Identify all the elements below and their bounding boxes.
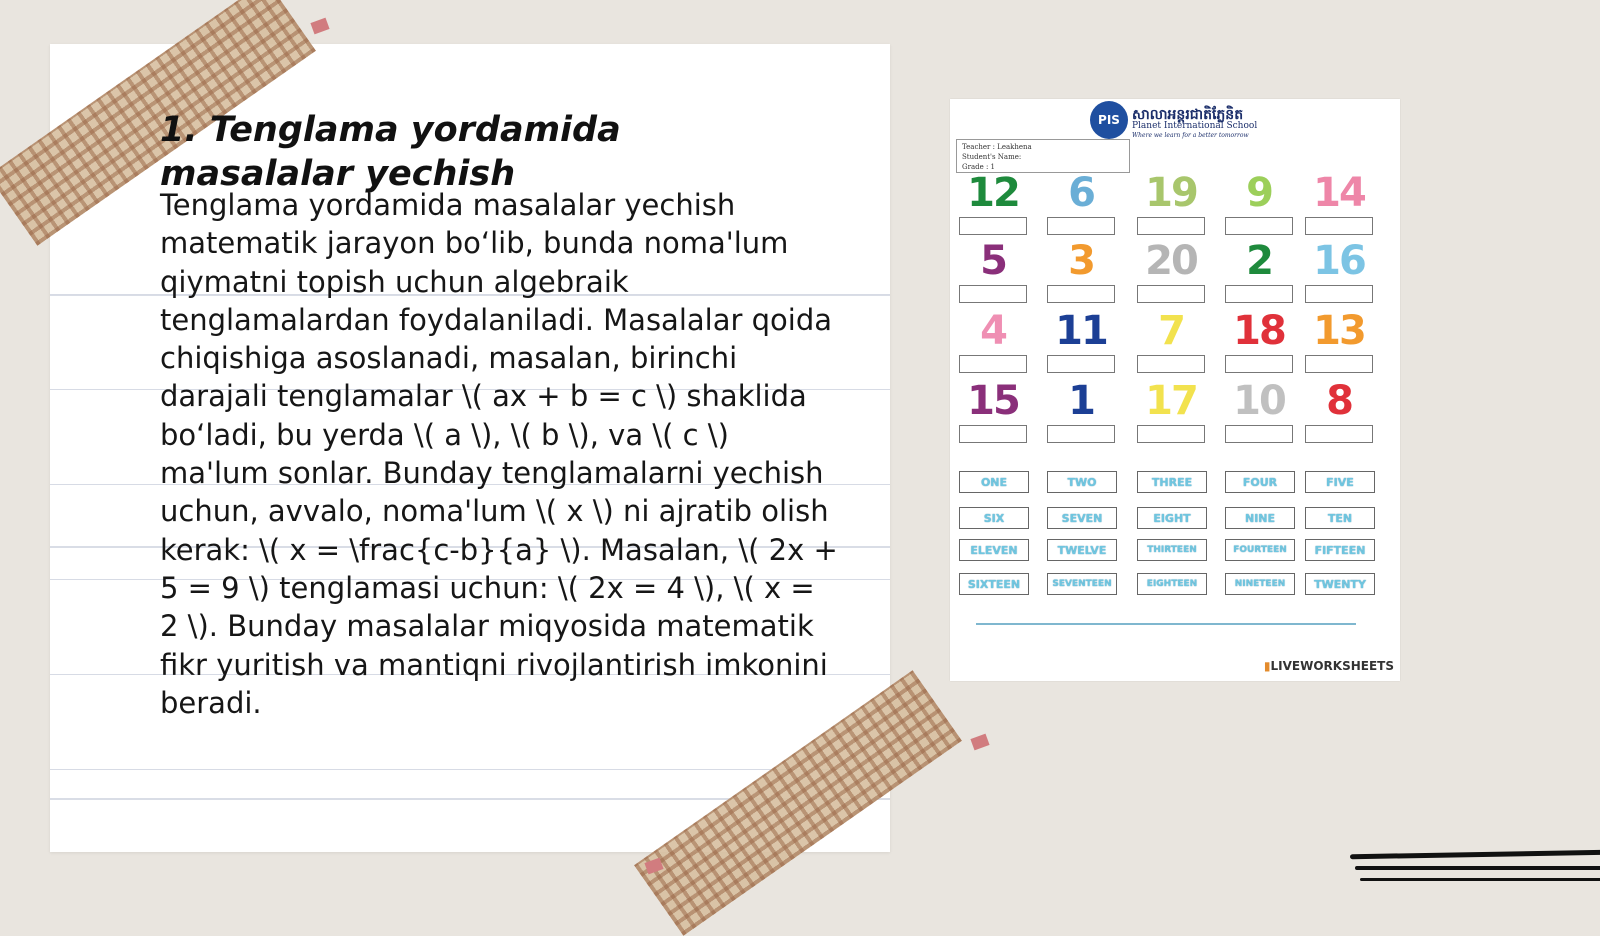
number-word-card[interactable]: THREE xyxy=(1137,471,1207,493)
answer-box[interactable] xyxy=(1305,285,1373,303)
worksheet-number: 14 xyxy=(1313,170,1365,216)
worksheet-number: 12 xyxy=(967,170,1019,216)
grade-line: Grade : 1 xyxy=(962,163,995,171)
number-word-card[interactable]: THIRTEEN xyxy=(1137,539,1207,561)
number-word-card[interactable]: FIFTEEN xyxy=(1305,539,1375,561)
answer-box[interactable] xyxy=(1225,285,1293,303)
worksheet-number: 19 xyxy=(1145,170,1197,216)
liveworksheets-brand xyxy=(1264,659,1394,673)
number-word-card[interactable]: SIXTEEN xyxy=(959,573,1029,595)
brand-mark-icon: ▮ xyxy=(1263,659,1271,673)
number-word-card[interactable]: FOURTEEN xyxy=(1225,539,1295,561)
answer-box[interactable] xyxy=(1225,355,1293,373)
worksheet-number: 1 xyxy=(1068,378,1094,424)
worksheet-number: 2 xyxy=(1246,238,1272,284)
worksheet-number: 7 xyxy=(1158,308,1184,354)
worksheet-number: 15 xyxy=(967,378,1019,424)
number-word-card[interactable]: FIVE xyxy=(1305,471,1375,493)
slide-title: 1. Tenglama yordamida masalalar yechish xyxy=(160,110,621,194)
worksheet-number: 4 xyxy=(980,308,1006,354)
number-word-card[interactable]: TWO xyxy=(1047,471,1117,493)
answer-box[interactable] xyxy=(959,217,1027,235)
answer-box[interactable] xyxy=(1047,355,1115,373)
worksheet-number: 6 xyxy=(1068,170,1094,216)
answer-box[interactable] xyxy=(959,425,1027,443)
brush-stroke xyxy=(1360,878,1600,881)
worksheet-number: 17 xyxy=(1145,378,1197,424)
worksheet-number: 13 xyxy=(1313,308,1365,354)
answer-box[interactable] xyxy=(1137,217,1205,235)
worksheet-rule xyxy=(976,623,1356,625)
answer-box[interactable] xyxy=(1305,355,1373,373)
paper-rule xyxy=(50,769,890,770)
worksheet-number: 5 xyxy=(980,238,1006,284)
teacher-line: Teacher : Leakhena xyxy=(962,143,1032,151)
number-word-card[interactable]: EIGHT xyxy=(1137,507,1207,529)
number-word-card[interactable]: SEVEN xyxy=(1047,507,1117,529)
number-word-card[interactable]: FOUR xyxy=(1225,471,1295,493)
answer-box[interactable] xyxy=(1137,355,1205,373)
school-name-khmer: សាលាអន្តរជាតិភ្លែនិត xyxy=(1132,107,1244,123)
number-word-card[interactable]: TWELVE xyxy=(1047,539,1117,561)
worksheet-number: 11 xyxy=(1055,308,1107,354)
slide-body-text: Tenglama yordamida masalalar yechish matematik jarayon bo‘lib, bunda noma'lum qiymatni topish uchun algebraik tenglamalardan foydalaniladi. Masalalar qoida chiqishiga asoslanadi, masalan, birinchi darajali tenglamalar \( ax + b = c \) shaklida bo‘ladi, bu yerda \( a \), \( b \), va \( c \) ma'lum sonlar. Bunday tenglamalarni yechish uchun, avvalo, noma'lum \( x \) ni ajratib olish kerak: \( x = \frac{c-b}{a} \). Masalan, \( 2x + 5 = 9 \) tenglamasi uchun: \( 2x = 4 \), \( x = 2 \). Bunday masalalar miqyosida matematik fikr yuritish va mantiqni rivojlantirish imkonini beradi. xyxy=(160,188,838,720)
answer-box[interactable] xyxy=(1047,217,1115,235)
number-word-card[interactable]: NINE xyxy=(1225,507,1295,529)
school-logo: PIS xyxy=(1090,101,1128,139)
worksheet-number: 20 xyxy=(1145,238,1197,284)
answer-box[interactable] xyxy=(959,285,1027,303)
answer-box[interactable] xyxy=(1137,285,1205,303)
answer-box[interactable] xyxy=(1225,217,1293,235)
tape-tip xyxy=(970,734,989,751)
number-word-card[interactable]: TEN xyxy=(1305,507,1375,529)
brand-text: LIVEWORKSHEETS xyxy=(1270,659,1394,673)
school-name-english: Planet International School xyxy=(1132,121,1258,131)
worksheet-number: 16 xyxy=(1313,238,1365,284)
tape-tip xyxy=(310,18,329,35)
number-word-card[interactable]: TWENTY xyxy=(1305,573,1375,595)
answer-box[interactable] xyxy=(1225,425,1293,443)
worksheet-number: 9 xyxy=(1246,170,1272,216)
worksheet-number: 3 xyxy=(1068,238,1094,284)
answer-box[interactable] xyxy=(1305,425,1373,443)
answer-box[interactable] xyxy=(1137,425,1205,443)
student-name-line: Student's Name: xyxy=(962,153,1022,161)
number-word-card[interactable]: EIGHTEEN xyxy=(1137,573,1207,595)
answer-box[interactable] xyxy=(959,355,1027,373)
number-word-card[interactable]: ELEVEN xyxy=(959,539,1029,561)
answer-box[interactable] xyxy=(1047,425,1115,443)
worksheet-number: 10 xyxy=(1233,378,1285,424)
worksheet-number: 18 xyxy=(1233,308,1285,354)
number-word-card[interactable]: SEVENTEEN xyxy=(1047,573,1117,595)
number-word-card[interactable]: NINETEEN xyxy=(1225,573,1295,595)
brush-stroke xyxy=(1350,850,1600,860)
student-info-box xyxy=(956,139,1130,173)
brush-stroke xyxy=(1355,866,1600,870)
number-word-card[interactable]: SIX xyxy=(959,507,1029,529)
worksheet-number: 8 xyxy=(1326,378,1352,424)
worksheet-image xyxy=(950,99,1400,681)
answer-box[interactable] xyxy=(1047,285,1115,303)
answer-box[interactable] xyxy=(1305,217,1373,235)
number-word-card[interactable]: ONE xyxy=(959,471,1029,493)
school-subtitle: Where we learn for a better tomorrow xyxy=(1132,132,1249,139)
